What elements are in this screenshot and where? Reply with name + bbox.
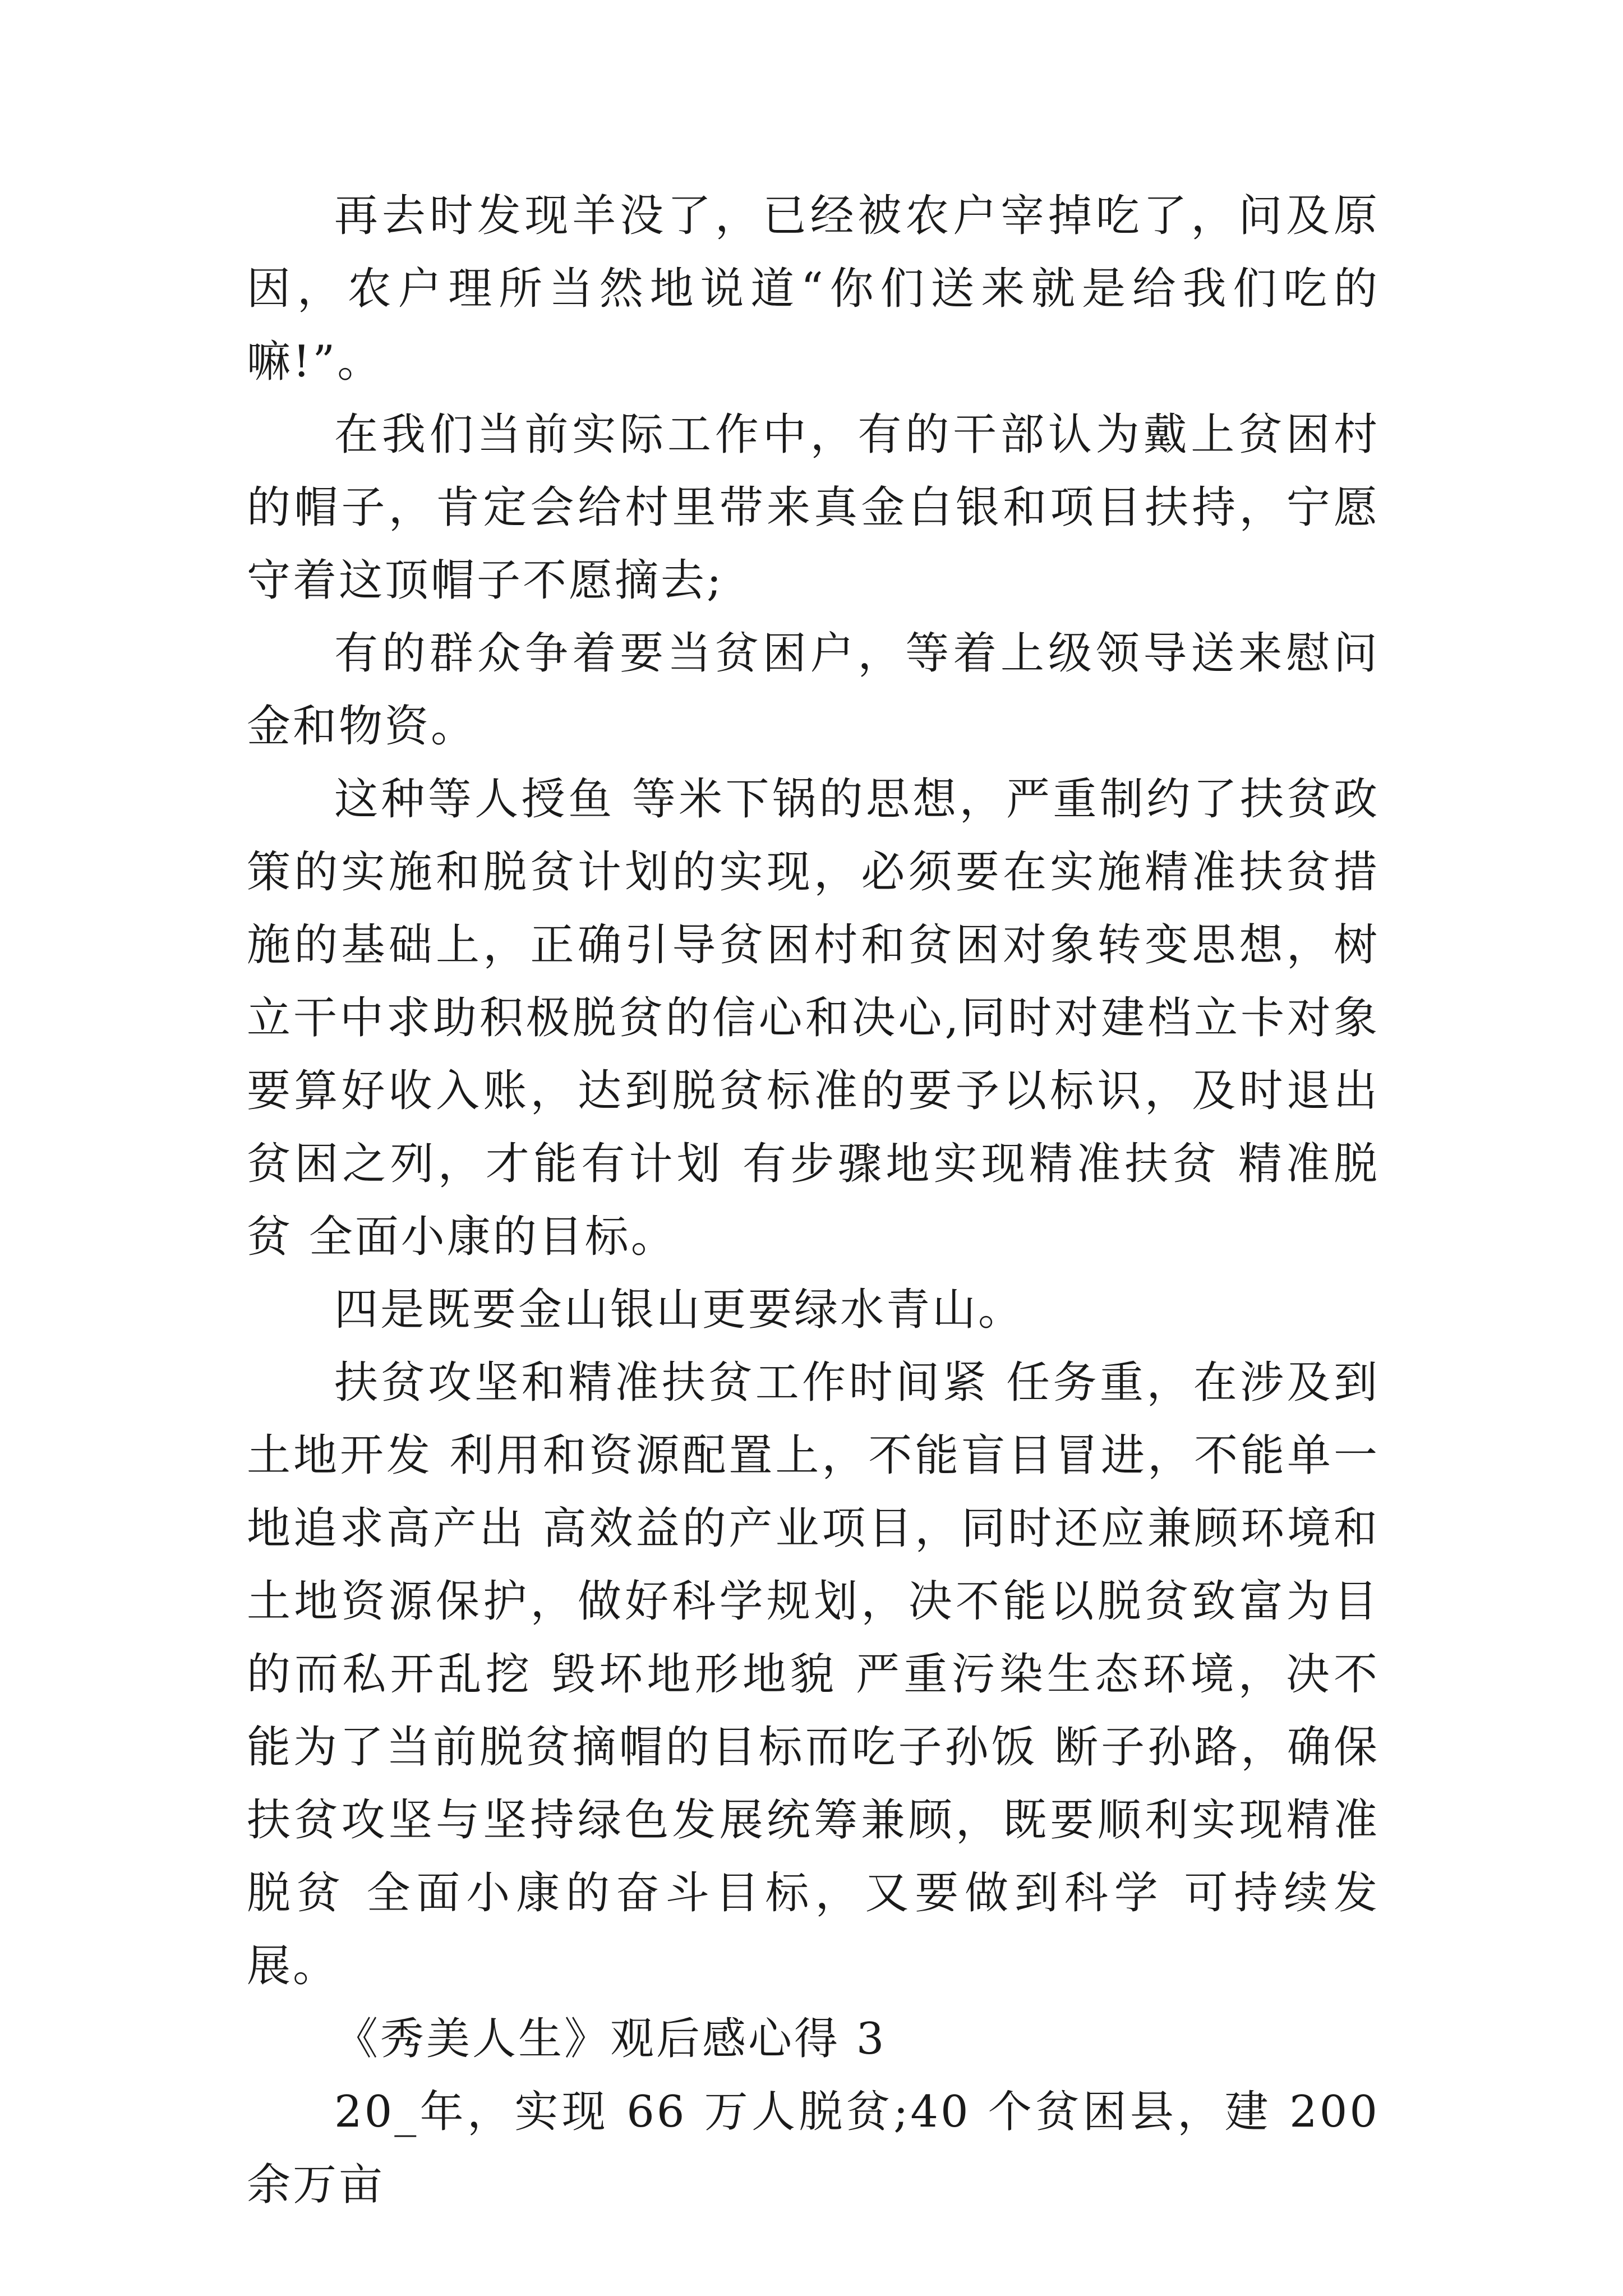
paragraph-1: 再去时发现羊没了，已经被农户宰掉吃了，问及原因，农户理所当然地说道“你们送来就是给我们吃的嘛!”。 xyxy=(247,191,1380,387)
paragraph-3: 有的群众争着要当贫困户，等着上级领导送来慰问金和物资。 xyxy=(247,628,1380,752)
paragraph-5: 四是既要金山银山更要绿水青山。 xyxy=(334,1285,1025,1335)
paragraph-6: 扶贫攻坚和精准扶贫工作时间紧 任务重，在涉及到土地开发 利用和资源配置上，不能盲目冒进，不能单一地追求高产出 高效益的产业项目，同时还应兼顾环境和土地资源保护，做好科学规划，决不能以脱贫致富为目的而私开乱挖 毁坏地形地貌 严重污染生态环境，决不能为了当前脱贫摘帽的目标而吃子孙饭 断子孙路，确保扶贫攻坚与坚持绿色发展统筹兼顾，既要顺利实现精准脱贫 全面小康的奋斗目标，又要做到科学 可持续发展。 xyxy=(247,1358,1380,1991)
paragraph-7: 20_年，实现 66 万人脱贫;40 个贫困县，建 200 余万亩 xyxy=(247,2087,1380,2210)
paragraph-2: 在我们当前实际工作中，有的干部认为戴上贫困村的帽子，肯定会给村里带来真金白银和项目扶持，宁愿守着这顶帽子不愿摘去; xyxy=(247,409,1380,606)
paragraph-4: 这种等人授鱼 等米下锅的思想，严重制约了扶贫政策的实施和脱贫计划的实现，必须要在实施精准扶贫措施的基础上，正确引导贫困村和贫困对象转变思想，树立干中求助积极脱贫的信心和决心,同时对建档立卡对象要算好收入账，达到脱贫标准的要予以标识，及时退出贫困之列，才能有计划 有步骤地实现精准扶贫 精准脱贫 全面小康的目标。 xyxy=(247,774,1380,1262)
document-body xyxy=(247,180,1380,2221)
section-heading: 《秀美人生》观后感心得 3 xyxy=(334,2014,887,2064)
